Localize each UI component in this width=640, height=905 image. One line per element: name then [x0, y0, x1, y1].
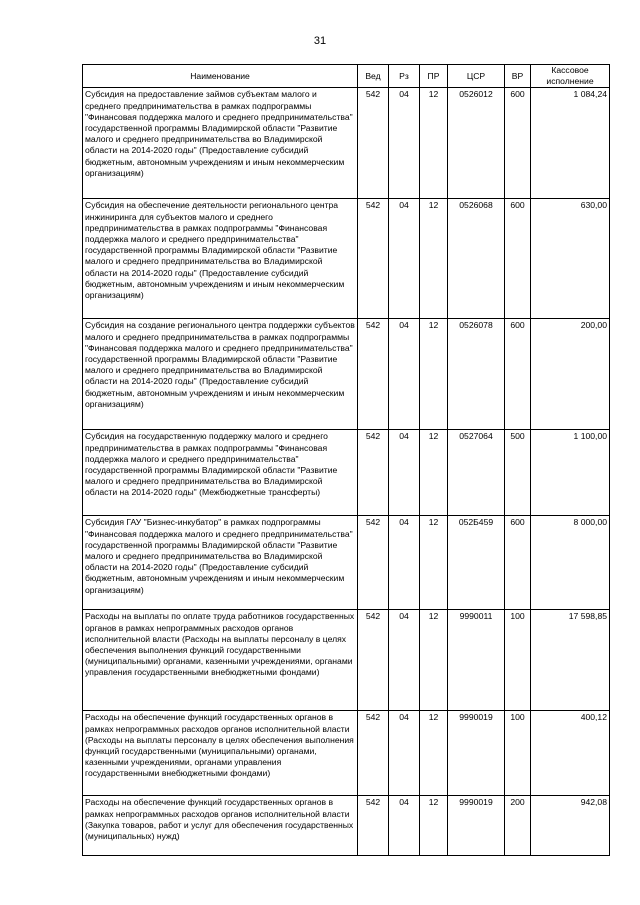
- rz-cell: 04: [389, 430, 420, 516]
- csr-cell: 9990011: [448, 610, 505, 711]
- item-name-cell: Расходы на выплаты по оплате труда работников государственных органов в рамках непрограммных расходов органов исполнительной власти (Расходы на выплаты персоналу в целях обеспечения выполнения функций государственными (муниципальными) органами, казенными учреждениями, органами управления государственными внебюджетными фондами): [83, 610, 358, 711]
- rz-cell: 04: [389, 711, 420, 796]
- table-row: [83, 516, 610, 610]
- amount-cell: 17 598,85: [531, 610, 610, 711]
- ved-cell: 542: [358, 430, 389, 516]
- ved-cell: 542: [358, 199, 389, 319]
- table-row: [83, 610, 610, 711]
- pr-cell: 12: [420, 430, 448, 516]
- vr-cell: 600: [505, 319, 531, 430]
- vr-cell: 600: [505, 516, 531, 610]
- rz-cell: 04: [389, 88, 420, 199]
- rz-cell: 04: [389, 516, 420, 610]
- csr-cell: 052Б459: [448, 516, 505, 610]
- ved-cell: 542: [358, 711, 389, 796]
- header-csr: ЦСР: [448, 65, 505, 88]
- ved-cell: 542: [358, 88, 389, 199]
- amount-cell: 942,08: [531, 796, 610, 856]
- amount-cell: 200,00: [531, 319, 610, 430]
- item-name-cell: Расходы на обеспечение функций государственных органов в рамках непрограммных расходов органов исполнительной власти (Закупка товаров, работ и услуг для обеспечения государственных (муниципальных) нужд): [83, 796, 358, 856]
- table-row: [83, 199, 610, 319]
- amount-cell: 8 000,00: [531, 516, 610, 610]
- rz-cell: 04: [389, 796, 420, 856]
- amount-cell: 1 084,24: [531, 88, 610, 199]
- header-ved: Вед: [358, 65, 389, 88]
- amount-cell: 1 100,00: [531, 430, 610, 516]
- table-header-row: [83, 65, 610, 88]
- ved-cell: 542: [358, 319, 389, 430]
- table-row: [83, 319, 610, 430]
- item-name-cell: Субсидия на государственную поддержку малого и среднего предпринимательства в рамках подпрограммы "Финансовая поддержка малого и среднего предпринимательства" государственной программы Владимирской области "Развитие малого и среднего предпринимательства во Владимирской области на 2014-2020 годы" (Межбюджетные трансферты): [83, 430, 358, 516]
- page-number: 31: [313, 35, 327, 47]
- csr-cell: 0526068: [448, 199, 505, 319]
- item-name-cell: Субсидия на создание регионального центра поддержки субъектов малого и среднего предпринимательства в рамках подпрограммы "Финансовая поддержка малого и среднего предпринимательства" государственной программы Владимирской области "Развитие малого и среднего предпринимательства во Владимирской области на 2014-2020 годы" (Предоставление субсидий бюджетным, автономным учреждениям и иным некоммерческим организациям): [83, 319, 358, 430]
- budget-table: [82, 64, 610, 856]
- csr-cell: 0526078: [448, 319, 505, 430]
- item-name-cell: Субсидия на обеспечение деятельности регионального центра инжиниринга для субъектов малого и среднего предпринимательства в рамках подпрограммы "Финансовая поддержка малого и среднего предпринимательства" государственной программы Владимирской области "Развитие малого и среднего предпринимательства во Владимирской области на 2014-2020 годы" (Предоставление субсидий бюджетным, автономным учреждениям и иным некоммерческим организациям): [83, 199, 358, 319]
- vr-cell: 600: [505, 199, 531, 319]
- table-row: [83, 88, 610, 199]
- vr-cell: 600: [505, 88, 531, 199]
- header-vr: ВР: [505, 65, 531, 88]
- ved-cell: 542: [358, 516, 389, 610]
- csr-cell: 0527064: [448, 430, 505, 516]
- header-name: Наименование: [83, 65, 358, 88]
- table-row: [83, 711, 610, 796]
- item-name-cell: Субсидия на предоставление займов субъектам малого и среднего предпринимательства в рамках подпрограммы "Финансовая поддержка малого и среднего предпринимательства" государственной программы Владимирской области "Развитие малого и среднего предпринимательства во Владимирской области на 2014-2020 годы" (Предоставление субсидий бюджетным, автономным учреждениям и иным некоммерческим организациям): [83, 88, 358, 199]
- csr-cell: 0526012: [448, 88, 505, 199]
- pr-cell: 12: [420, 88, 448, 199]
- rz-cell: 04: [389, 199, 420, 319]
- header-pr: ПР: [420, 65, 448, 88]
- pr-cell: 12: [420, 516, 448, 610]
- pr-cell: 12: [420, 199, 448, 319]
- pr-cell: 12: [420, 796, 448, 856]
- rz-cell: 04: [389, 319, 420, 430]
- item-name-cell: Расходы на обеспечение функций государственных органов в рамках непрограммных расходов органов исполнительной власти (Расходы на выплаты персоналу в целях обеспечения выполнения функций государственными (муниципальными) органами, казенными учреждениями, органами управления государственными внебюджетными фондами): [83, 711, 358, 796]
- vr-cell: 100: [505, 711, 531, 796]
- header-amount: Кассовое исполнение: [531, 65, 610, 88]
- vr-cell: 500: [505, 430, 531, 516]
- pr-cell: 12: [420, 319, 448, 430]
- ved-cell: 542: [358, 796, 389, 856]
- amount-cell: 630,00: [531, 199, 610, 319]
- pr-cell: 12: [420, 711, 448, 796]
- header-rz: Рз: [389, 65, 420, 88]
- ved-cell: 542: [358, 610, 389, 711]
- amount-cell: 400,12: [531, 711, 610, 796]
- csr-cell: 9990019: [448, 711, 505, 796]
- vr-cell: 100: [505, 610, 531, 711]
- pr-cell: 12: [420, 610, 448, 711]
- item-name-cell: Субсидия ГАУ "Бизнес-инкубатор" в рамках подпрограммы "Финансовая поддержка малого и среднего предпринимательства" государственной программы Владимирской области "Развитие малого и среднего предпринимательства во Владимирской области на 2014-2020 годы" (Предоставление субсидий бюджетным, автономным учреждениям и иным некоммерческим организациям): [83, 516, 358, 610]
- table-row: [83, 430, 610, 516]
- csr-cell: 9990019: [448, 796, 505, 856]
- vr-cell: 200: [505, 796, 531, 856]
- rz-cell: 04: [389, 610, 420, 711]
- table-row: [83, 796, 610, 856]
